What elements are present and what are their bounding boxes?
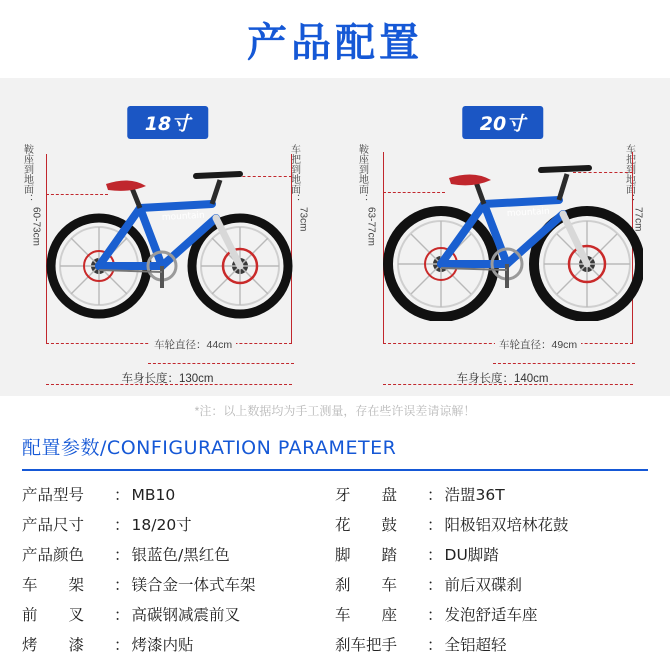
param-row — [22, 599, 335, 629]
config-title-cn: 配置参数 — [22, 437, 101, 459]
body-length-20: 车身长度：140cm — [456, 373, 549, 385]
handlebar-height-dim-20: 车把到地面： 77cm — [623, 144, 644, 232]
wheel-diameter-18: 车轮直径：44cm — [150, 337, 236, 352]
params-table — [22, 479, 648, 659]
param-row — [335, 569, 648, 599]
param-colon: ： — [427, 606, 443, 624]
param-value: 18/20寸 — [131, 516, 192, 534]
measurement-note: *注：以上数据均为手工测量，存在些许误差请谅解！ — [194, 404, 476, 418]
body-length-18: 车身长度：130cm — [121, 373, 214, 385]
size-badge-20: 20寸 — [462, 106, 543, 139]
param-value: 镁合金一体式车架 — [131, 576, 256, 594]
config-title-sep: / — [100, 437, 107, 459]
handlebar-height-dim-18: 车把到地面： 73cm — [288, 144, 309, 232]
config-section — [0, 419, 670, 659]
param-row — [22, 479, 335, 509]
body-dim-line-18 — [46, 384, 292, 385]
bike-svg-20 — [383, 146, 643, 321]
param-row — [22, 569, 335, 599]
spec-column-20 — [335, 84, 670, 396]
param-value: DU脚踏 — [444, 546, 499, 564]
body-dim-line-20 — [383, 384, 633, 385]
param-colon: ： — [114, 576, 130, 594]
param-label: 产品尺寸 — [22, 516, 85, 534]
param-row — [335, 629, 648, 659]
param-label: 车 座 — [335, 606, 398, 624]
svg-text:mountain: mountain — [506, 206, 551, 219]
param-value: 全铝超轻 — [444, 636, 507, 654]
param-row — [335, 509, 648, 539]
bike-illustration-20 — [383, 146, 641, 321]
param-label: 产品颜色 — [22, 546, 85, 564]
config-title-en: CONFIGURATION PARAMETER — [106, 437, 397, 459]
param-value: 前后双碟刹 — [444, 576, 523, 594]
param-value: 烤漆内贴 — [131, 636, 194, 654]
param-colon: ： — [114, 516, 130, 534]
spec-column-18 — [0, 84, 335, 396]
page-title: 产品配置 — [247, 19, 423, 66]
wheel-dim-line-18 — [148, 363, 294, 364]
param-row — [335, 479, 648, 509]
param-label: 牙 盘 — [335, 486, 398, 504]
svg-text:mountain: mountain — [161, 210, 206, 223]
param-colon: ： — [427, 516, 443, 534]
params-column-left — [22, 479, 335, 659]
param-row — [335, 599, 648, 629]
param-colon: ： — [427, 636, 443, 654]
param-value: 发泡舒适车座 — [444, 606, 538, 624]
param-colon: ： — [114, 636, 130, 654]
param-row — [22, 629, 335, 659]
param-row — [22, 539, 335, 569]
wheel-diameter-20: 车轮直径：49cm — [495, 337, 581, 352]
param-value: MB10 — [131, 486, 176, 504]
bike-svg-18 — [44, 146, 294, 321]
params-column-right — [335, 479, 648, 659]
param-row — [335, 539, 648, 569]
config-divider — [22, 469, 648, 471]
param-value: 高碳钢减震前叉 — [131, 606, 241, 624]
size-badge-18: 18寸 — [127, 106, 208, 139]
param-colon: ： — [427, 576, 443, 594]
param-value: 阳极铝双培林花鼓 — [444, 516, 569, 534]
config-title — [22, 433, 648, 460]
param-label: 烤 漆 — [22, 636, 85, 654]
param-colon: ： — [427, 546, 443, 564]
bike-illustration-18 — [44, 146, 292, 321]
spec-diagram-area — [0, 78, 670, 396]
param-label: 刹车把手 — [335, 636, 398, 654]
param-colon: ： — [427, 486, 443, 504]
param-value: 浩盟36T — [444, 486, 505, 504]
param-label: 车 架 — [22, 576, 85, 594]
title-band — [0, 0, 670, 78]
param-label: 脚 踏 — [335, 546, 398, 564]
param-label: 花 鼓 — [335, 516, 398, 534]
param-label: 产品型号 — [22, 486, 85, 504]
param-row — [22, 509, 335, 539]
saddle-height-dim-18: 鞍座到地面： 60-73cm — [21, 144, 42, 246]
wheel-dim-line-20 — [493, 363, 635, 364]
param-label: 前 叉 — [22, 606, 85, 624]
param-value: 银蓝色/黑红色 — [131, 546, 230, 564]
param-colon: ： — [114, 546, 130, 564]
param-colon: ： — [114, 486, 130, 504]
param-colon: ： — [114, 606, 130, 624]
saddle-height-dim-20: 鞍座到地面： 63-77cm — [356, 144, 377, 246]
param-label: 刹 车 — [335, 576, 398, 594]
